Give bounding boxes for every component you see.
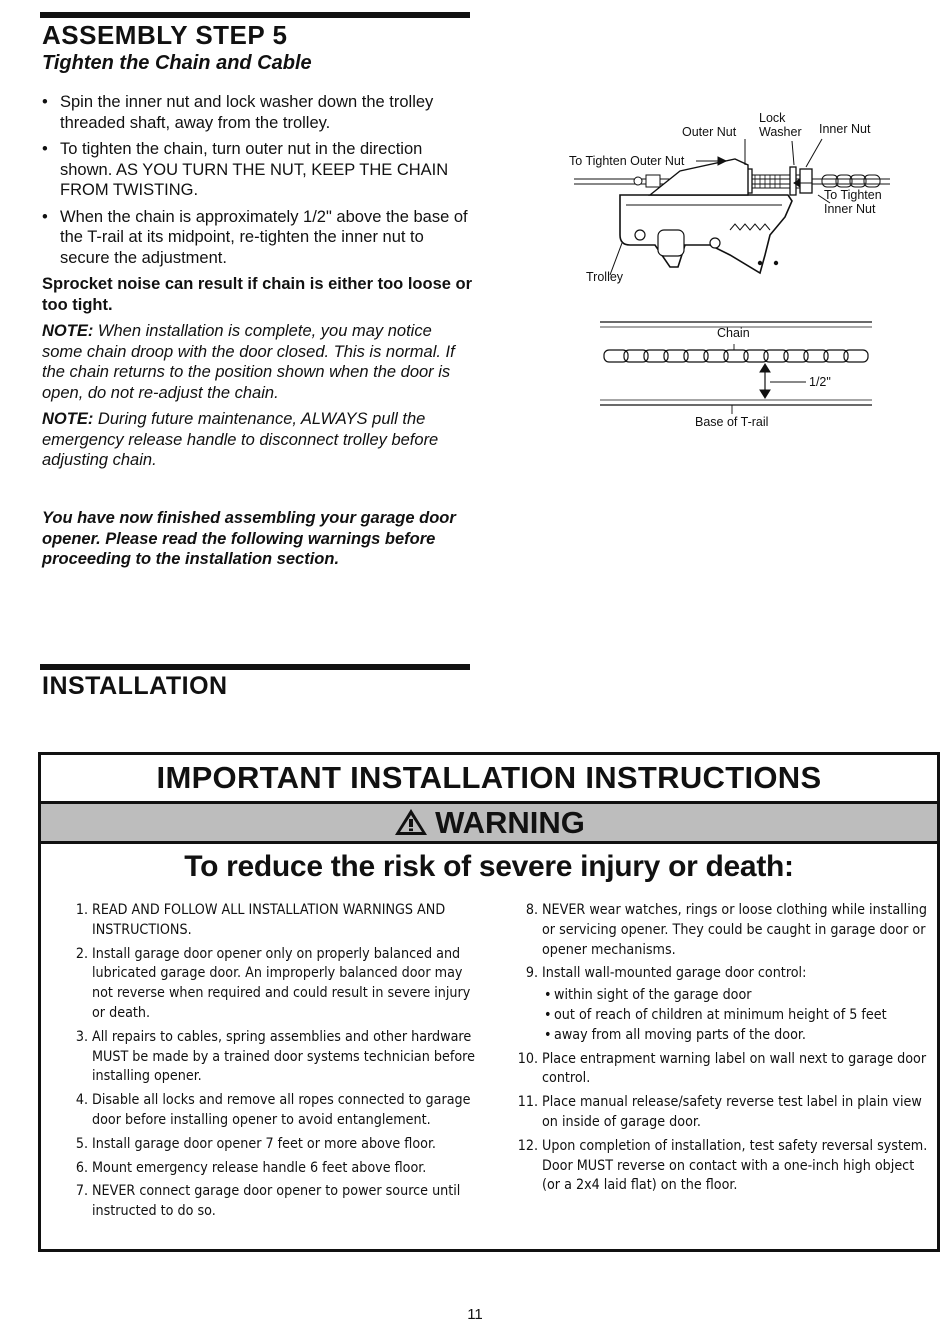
assembly-bullets bbox=[42, 92, 474, 268]
section-rule-installation bbox=[40, 664, 470, 670]
instructions-right-column bbox=[507, 901, 932, 1200]
note-text: When installation is complete, you may notice some chain droop with the door closed. This is normal. If the chain returns to the position shown when the door is open, do not re-adjust the chain. bbox=[42, 322, 455, 402]
label-lock: Lock bbox=[759, 111, 786, 125]
sub-list-item: • within sight of the garage door bbox=[542, 986, 932, 1006]
label-half-inch: 1/2" bbox=[809, 375, 831, 389]
list-item bbox=[57, 1135, 477, 1155]
note-maintenance bbox=[42, 409, 474, 471]
cable-clip bbox=[634, 177, 642, 185]
cable-clip-block bbox=[646, 175, 660, 187]
chain-end bbox=[822, 175, 880, 187]
list-item bbox=[507, 1050, 932, 1090]
box-title: IMPORTANT INSTALLATION INSTRUCTIONS bbox=[41, 755, 937, 804]
item-number: 6. bbox=[75, 1159, 88, 1176]
trolley-slot bbox=[658, 230, 684, 256]
list-item bbox=[57, 901, 477, 941]
list-item bbox=[507, 1137, 932, 1196]
item-number: 5. bbox=[75, 1135, 88, 1152]
item-number: 10. bbox=[517, 1050, 538, 1067]
trolley-pin bbox=[758, 261, 762, 265]
sub-list-item: • out of reach of children at minimum height of 5 feet bbox=[542, 1006, 932, 1026]
important-instructions-box bbox=[38, 752, 940, 1252]
list-item bbox=[507, 964, 932, 1045]
bullet-item: • Spin the inner nut and lock washer down the trolley threaded shaft, away from the trolley. bbox=[42, 92, 474, 133]
finished-message: You have now finished assembling your garage door opener. Please read the following warnings before proceeding to the installation section. bbox=[42, 509, 456, 568]
item-number: 2. bbox=[75, 945, 88, 962]
trolley-body bbox=[620, 195, 792, 273]
item-number: 11. bbox=[517, 1094, 538, 1111]
assembly-subheading: Tighten the Chain and Cable bbox=[42, 52, 312, 74]
list-item bbox=[507, 901, 932, 960]
assembly-heading: ASSEMBLY STEP 5 bbox=[42, 20, 288, 50]
bullet-item: • When the chain is approximately 1/2" above the base of the T-rail at its midpoint, re-tighten the inner nut to secure the adjustment. bbox=[42, 207, 474, 269]
list-item bbox=[57, 1028, 477, 1087]
item-text: Upon completion of installation, test safety reversal system. Door MUST reverse on contact with a one-inch high object (or a 2x4 laid flat) on the floor. bbox=[542, 1137, 928, 1194]
label-inner-nut: Inner Nut bbox=[819, 122, 871, 136]
label-to-tighten-outer: To Tighten Outer Nut bbox=[569, 154, 685, 168]
instructions-left-column bbox=[57, 901, 477, 1226]
item-number: 12. bbox=[517, 1137, 538, 1154]
item-text: Place entrapment warning label on wall next to garage door control. bbox=[542, 1050, 927, 1087]
note-label: NOTE: bbox=[42, 410, 94, 428]
list-item bbox=[57, 945, 477, 1024]
chain-links bbox=[604, 350, 868, 362]
list-item bbox=[57, 1159, 477, 1179]
warning-bar bbox=[41, 804, 937, 844]
list-item bbox=[507, 1093, 932, 1133]
label-to-tighten: To Tighten bbox=[824, 188, 882, 202]
control-placement-list bbox=[542, 986, 932, 1045]
item-text: NEVER connect garage door opener to power source until instructed to do so. bbox=[92, 1183, 461, 1220]
note-label: NOTE: bbox=[42, 322, 94, 340]
trolley-bolt bbox=[710, 238, 720, 248]
note-droop bbox=[42, 321, 474, 403]
section-rule-top bbox=[40, 12, 470, 18]
item-text: READ AND FOLLOW ALL INSTALLATION WARNINGS AND INSTRUCTIONS. bbox=[92, 902, 446, 938]
item-text: Install garage door opener 7 feet or more above floor. bbox=[92, 1135, 436, 1152]
item-number: 9. bbox=[525, 965, 538, 982]
label-inner-nut-2: Inner Nut bbox=[824, 202, 876, 216]
risk-statement: To reduce the risk of severe injury or death: bbox=[184, 850, 794, 883]
label-base-of-t-rail: Base of T-rail bbox=[695, 415, 769, 429]
trolley-bolt bbox=[635, 230, 645, 240]
list-item bbox=[57, 1091, 477, 1131]
item-text: Install garage door opener only on properly balanced and lubricated garage door. An improperly balanced door may not reverse when required and could result in severe injury or death. bbox=[92, 945, 471, 1021]
item-text: Mount emergency release handle 6 feet above floor. bbox=[92, 1159, 427, 1176]
trolley-pin bbox=[774, 261, 778, 265]
list-item bbox=[57, 1182, 477, 1222]
sub-list-item: • away from all moving parts of the door. bbox=[542, 1026, 932, 1046]
label-washer: Washer bbox=[759, 125, 802, 139]
sprocket-note: Sprocket noise can result if chain is either too loose or too tight. bbox=[42, 275, 473, 314]
warning-triangle-icon bbox=[393, 807, 429, 837]
chain-height-diagram bbox=[596, 318, 876, 433]
item-text: NEVER wear watches, rings or loose clothing while installing or servicing opener. They could be caught in garage door or opener mechanisms. bbox=[542, 902, 927, 958]
assembly-instructions bbox=[42, 92, 474, 477]
page-number: 11 bbox=[467, 1306, 483, 1323]
trolley-diagram bbox=[560, 105, 890, 290]
item-number: 7. bbox=[75, 1183, 88, 1200]
item-number: 1. bbox=[75, 902, 88, 918]
item-number: 8. bbox=[525, 902, 538, 918]
item-text: Install wall-mounted garage door control: bbox=[542, 965, 807, 982]
label-trolley: Trolley bbox=[586, 270, 624, 284]
warning-label: WARNING bbox=[435, 805, 585, 840]
label-outer-nut: Outer Nut bbox=[682, 125, 737, 139]
item-text: Place manual release/safety reverse test label in plain view on inside of garage door. bbox=[542, 1094, 922, 1130]
half-inch-dimension bbox=[732, 344, 806, 414]
item-text: Disable all locks and remove all ropes connected to garage door before installing opener to avoid entanglement. bbox=[92, 1092, 471, 1128]
item-number: 4. bbox=[75, 1092, 88, 1109]
installation-heading: INSTALLATION bbox=[42, 672, 228, 700]
note-text: During future maintenance, ALWAYS pull the emergency release handle to disconnect trolley before adjusting chain. bbox=[42, 410, 439, 469]
lock-washer bbox=[790, 167, 796, 195]
item-text: All repairs to cables, spring assemblies and other hardware MUST be made by a trained door systems technician before installing opener. bbox=[92, 1028, 475, 1085]
inner-nut bbox=[800, 169, 812, 193]
item-number: 3. bbox=[75, 1028, 88, 1045]
label-chain: Chain bbox=[717, 326, 750, 340]
bullet-item: • To tighten the chain, turn outer nut in the direction shown. AS YOU TURN THE NUT, KEEP THE CHAIN FROM TWISTING. bbox=[42, 139, 474, 201]
